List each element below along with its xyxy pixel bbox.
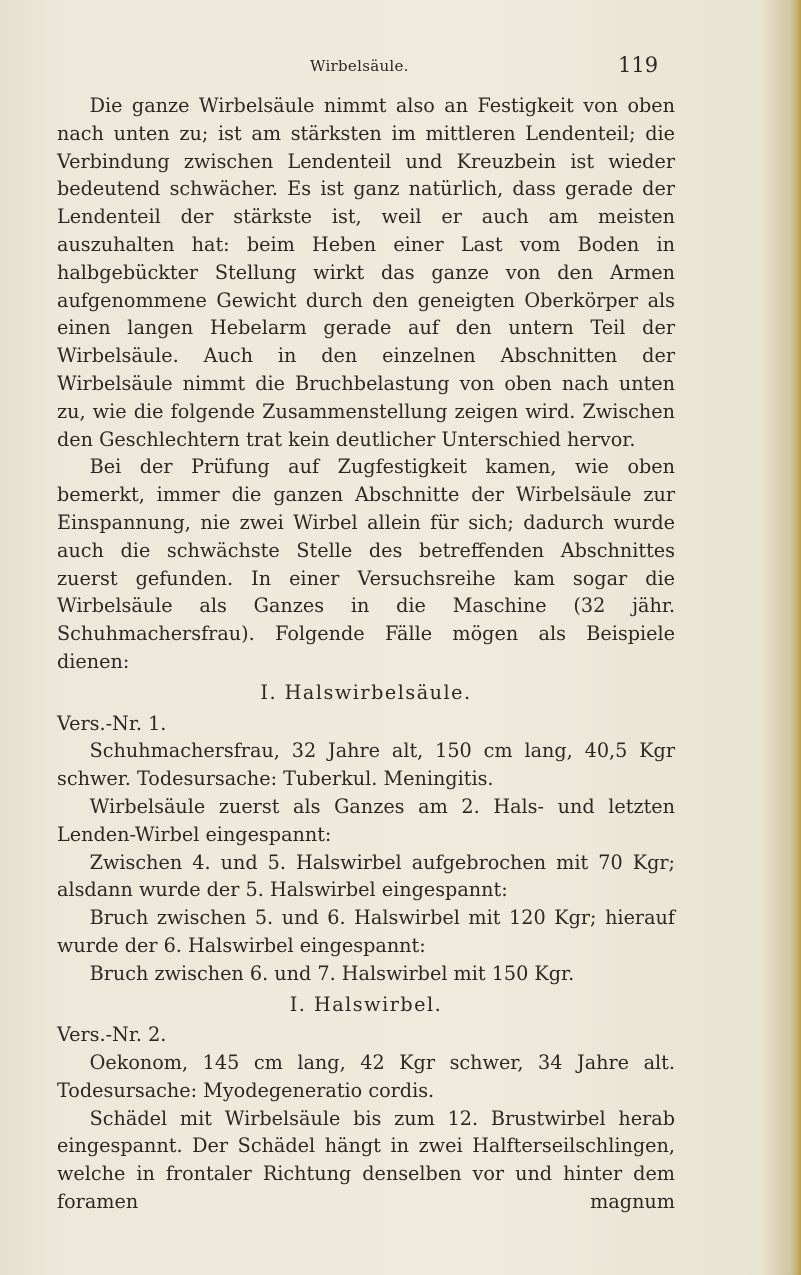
- case-2-description: Oekonom, 145 cm lang, 42 Kgr schwer, 34 Jahre alt. Todesursache: Myodegeneratio cordis.: [57, 1051, 675, 1102]
- page-number: 119: [618, 53, 659, 77]
- case-1-step-2: Zwischen 4. und 5. Halswirbel aufgebrochen mit 70 Kgr; alsdann wurde der 5. Halswirbel eingespannt:: [57, 850, 675, 902]
- page-edge: [791, 0, 801, 1275]
- paragraph-strength: Die ganze Wirbelsäule nimmt also an Festigkeit von oben nach unten zu; ist am stärksten im mittleren Lendenteil; die Verbindung zwischen Lendenteil und Kreuzbein ist wieder bedeutend schwächer. Es ist ganz natürlich, dass gerade der Lendenteil der stärkste ist, weil er auch am meisten auszuhalten hat: beim Heben einer Last vom Boden in halbgebückter Stellung wirkt das ganze von den Armen aufgenommene Gewicht durch den geneigten Oberkörper als einen langen Hebelarm gerade auf den untern Teil der Wirbelsäule. Auch in den einzelnen Abschnitten der Wirbelsäule nimmt die Bruchbelastung von oben nach unten zu, wie die folgende Zusammenstellung zeigen wird. Zwischen den Geschlechtern trat kein deutlicher Unterschied hervor.: [57, 94, 675, 451]
- case-1-description: Schuhmachersfrau, 32 Jahre alt, 150 cm lang, 40,5 Kgr schwer. Todesursache: Tuberkul. Meningitis.: [57, 739, 675, 791]
- case-1-number: Vers.-Nr. 1.: [57, 711, 167, 735]
- case-1-step-3: Bruch zwischen 5. und 6. Halswirbel mit 120 Kgr; hierauf wurde der 6. Halswirbel eingespannt:: [57, 906, 675, 957]
- section-heading-cervical-spine: I. Halswirbelsäule.: [260, 680, 472, 704]
- case-1-step-4: Bruch zwischen 6. und 7. Halswirbel mit 150 Kgr.: [89, 961, 575, 985]
- section-heading-cervical-vertebra: I. Halswirbel.: [289, 992, 443, 1016]
- running-title: Wirbelsäule.: [310, 57, 409, 75]
- paragraph-tensile-test: Bei der Prüfung auf Zugfestigkeit kamen, wie oben bemerkt, immer die ganzen Abschnitte der Wirbelsäule zur Einspannung, nie zwei Wirbel allein für sich; dadurch wurde auch die schwächste Stelle des betreffenden Abschnittes zuerst gefunden. In einer Versuchsreihe kam sogar die Wirbelsäule als Ganzes in die Maschine (32 jähr. Schuhmachersfrau). Folgende Fälle mögen als Beispiele dienen:: [57, 455, 675, 673]
- body-text: [57, 92, 675, 1216]
- case-2-number: Vers.-Nr. 2.: [57, 1023, 167, 1047]
- page-header: [0, 55, 801, 85]
- case-2-step-1: Schädel mit Wirbelsäule bis zum 12. Brustwirbel herab eingespannt. Der Schädel hängt in zwei Halfterseilschlingen, welche in frontaler Richtung denselben vor und hinter dem foramen magnum: [57, 1106, 675, 1214]
- case-1-step-1: Wirbelsäule zuerst als Ganzes am 2. Hals- und letzten Lenden-Wirbel eingespannt:: [57, 794, 675, 846]
